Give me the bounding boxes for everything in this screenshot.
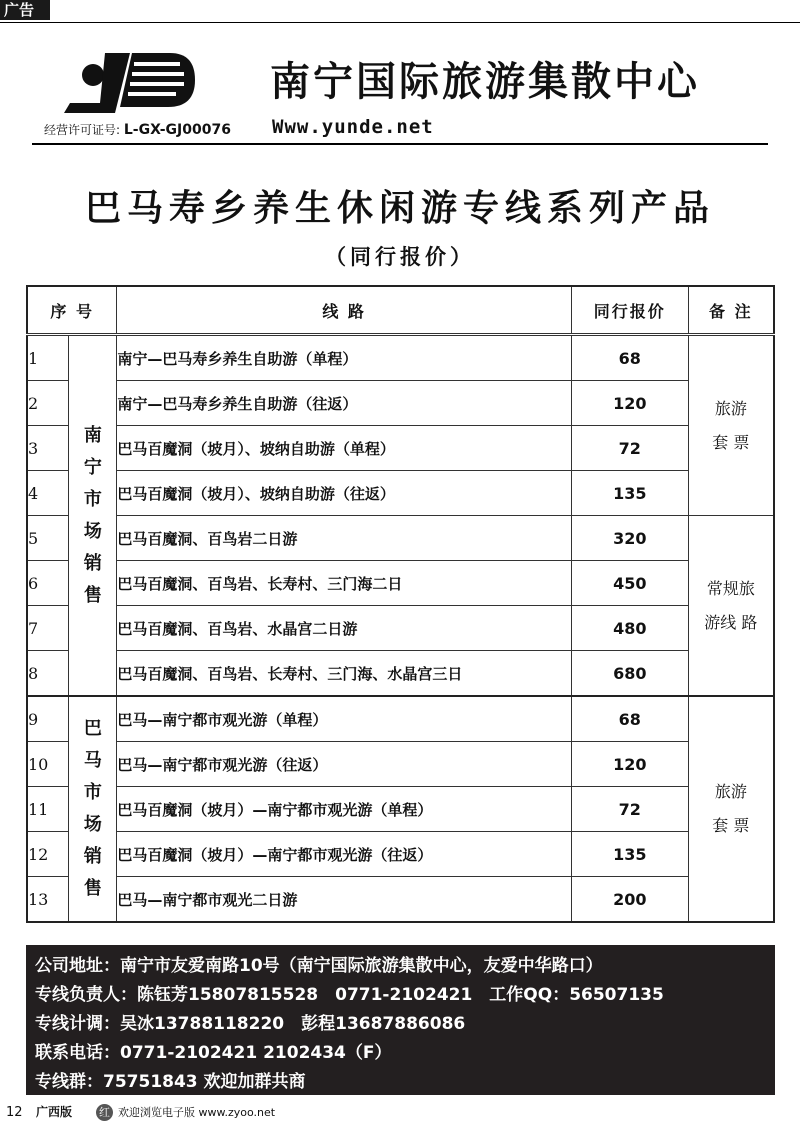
route-name: 巴马百魔洞（坡月）—南宁都市观光游（单程） [117,787,572,832]
table-header-row [27,286,774,335]
route-price: 320 [571,516,688,561]
table-row [27,606,774,651]
company-logo [60,45,200,120]
page-subtitle: （同行报价） [325,245,475,269]
row-number: 8 [27,651,69,697]
table-row [27,651,774,697]
route-price: 68 [571,335,688,381]
row-number: 3 [27,426,69,471]
license-label: 经营许可证号: [44,123,121,137]
page-title: 巴马寿乡养生休闲游专线系列产品 [84,188,715,229]
route-name: 巴马—南宁都市观光二日游 [117,877,572,923]
table-row [27,561,774,606]
region-bama: 巴马市场销售 [69,696,117,922]
license-number [44,121,231,138]
note-regular-routes: 常规旅 游线 路 [688,516,774,697]
route-price: 135 [571,832,688,877]
page-footer [0,1100,800,1125]
e-edition-link[interactable]: 欢迎浏览电子版 www.zyoo.net [118,1106,276,1119]
table-row [27,381,774,426]
route-name: 巴马百魔洞（坡月）、坡纳自助游（单程） [117,426,572,471]
route-name: 巴马百魔洞、百鸟岩、水晶宫二日游 [117,606,572,651]
row-number: 4 [27,471,69,516]
route-name: 南宁—巴马寿乡养生自助游（单程） [117,335,572,381]
row-number: 7 [27,606,69,651]
table-row [27,742,774,787]
ad-label: 广告 [0,0,50,20]
row-number: 11 [27,787,69,832]
page-number: 12 [6,1105,23,1120]
route-name: 巴马百魔洞、百鸟岩、长寿村、三门海二日 [117,561,572,606]
route-name: 巴马百魔洞（坡月）—南宁都市观光游（往返） [117,832,572,877]
table-row [27,832,774,877]
table-row [27,426,774,471]
route-name: 巴马—南宁都市观光游（单程） [117,696,572,742]
line-manager: 专线负责人：陈钰芳15807815528 0771-2102421 工作QQ：56507135 [35,985,664,1005]
table-row [27,471,774,516]
table-row [27,696,774,742]
company-name: 南宁国际旅游集散中心 [270,59,700,105]
route-price: 120 [571,742,688,787]
route-price: 480 [571,606,688,651]
route-price: 68 [571,696,688,742]
route-name: 巴马百魔洞（坡月）、坡纳自助游（往返） [117,471,572,516]
row-number: 10 [27,742,69,787]
route-name: 巴马—南宁都市观光游（往返） [117,742,572,787]
license-code: L-GX-GJ00076 [123,122,231,138]
route-name: 南宁—巴马寿乡养生自助游（往返） [117,381,572,426]
route-price: 450 [571,561,688,606]
route-price: 135 [571,471,688,516]
row-number: 9 [27,696,69,742]
row-number: 12 [27,832,69,877]
route-name: 巴马百魔洞、百鸟岩、长寿村、三门海、水晶宫三日 [117,651,572,697]
contact-footer [26,945,775,1095]
company-address: 公司地址：南宁市友爱南路10号（南宁国际旅游集散中心，友爱中华路口） [35,956,603,976]
header-rule [32,143,768,145]
row-number: 5 [27,516,69,561]
note-ticket-package: 旅游 套 票 [688,335,774,516]
header-route: 线 路 [117,286,572,335]
contact-phone: 联系电话：0771-2102421 2102434（F） [35,1043,392,1063]
table-row [27,335,774,381]
row-number: 6 [27,561,69,606]
magazine-badge-icon: 红 [96,1104,113,1121]
qq-group: 专线群：75751843 欢迎加群共商 [35,1072,306,1092]
row-number: 2 [27,381,69,426]
route-name: 巴马百魔洞、百鸟岩二日游 [117,516,572,561]
table-row [27,516,774,561]
table-row [27,877,774,923]
row-number: 13 [27,877,69,923]
header-seq: 序 号 [27,286,117,335]
route-price: 200 [571,877,688,923]
route-price: 72 [571,787,688,832]
row-number: 1 [27,335,69,381]
header-price: 同行报价 [571,286,688,335]
top-rule [0,22,800,23]
route-price: 680 [571,651,688,697]
route-price: 72 [571,426,688,471]
price-table [26,285,775,923]
region-nanning: 南宁市场销售 [69,335,117,697]
route-price: 120 [571,381,688,426]
website-link[interactable]: Www.yunde.net [272,116,434,138]
table-row [27,787,774,832]
magazine-edition: 广西版 [36,1105,73,1119]
line-planner: 专线计调：吴冰13788118220 彭程13687886086 [35,1014,466,1034]
note-ticket-package: 旅游 套 票 [688,696,774,922]
header-note: 备 注 [688,286,774,335]
